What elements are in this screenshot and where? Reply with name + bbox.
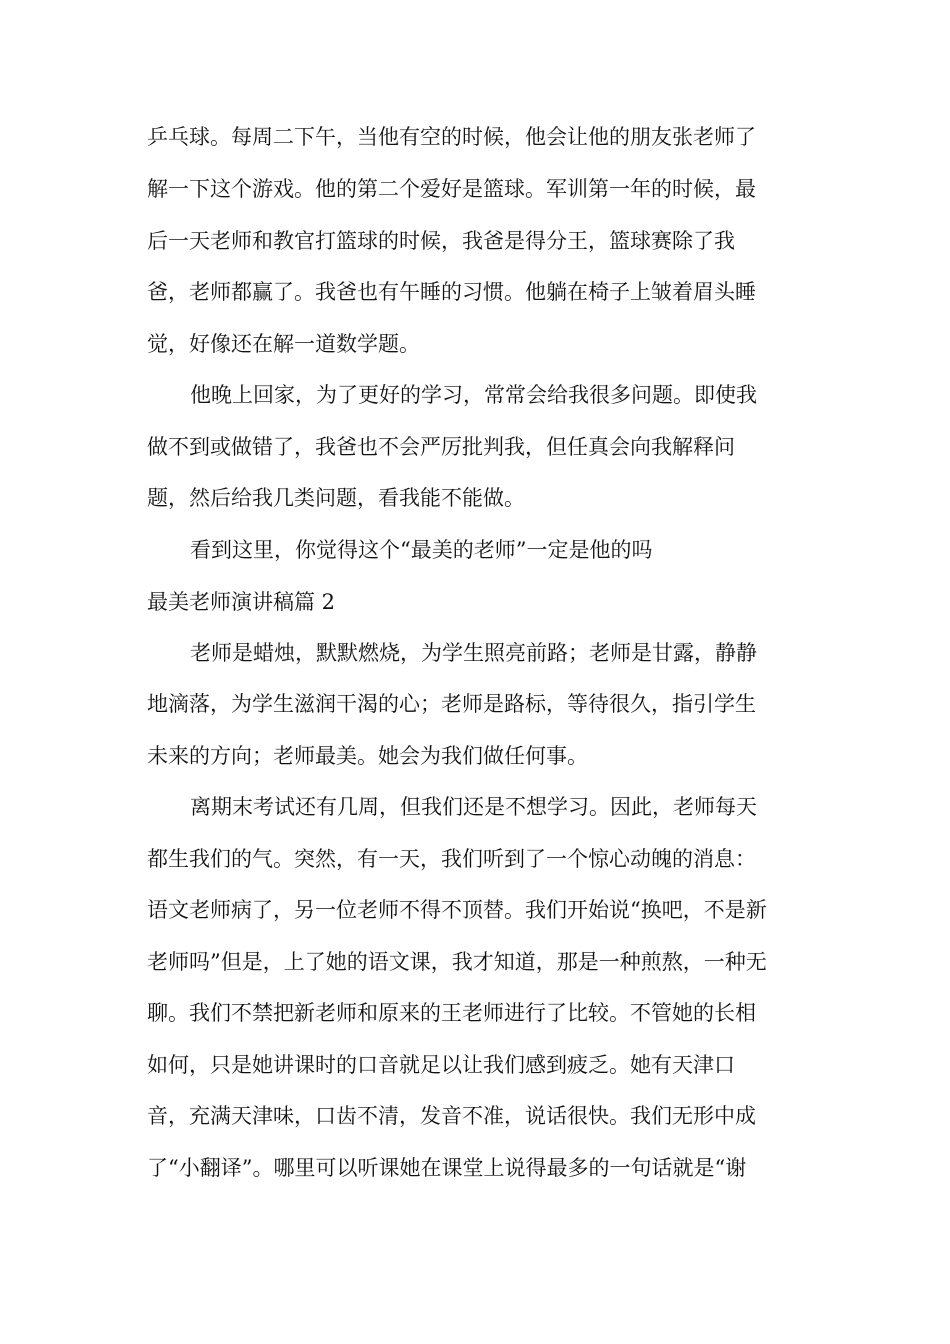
- text-line: 他晚上回家，为了更好的学习，常常会给我很多问题。即使我: [190, 383, 757, 407]
- text-line: 后一天老师和教官打篮球的时候，我爸是得分王，篮球赛除了我: [147, 229, 735, 253]
- section-heading: 最美老师演讲稿篇 2: [147, 590, 336, 614]
- text-line: 离期末考试还有几周，但我们还是不想学习。因此，老师每天: [190, 795, 757, 819]
- text-line: 做不到或做错了，我爸也不会严厉批判我，但任真会向我解释问: [147, 435, 735, 459]
- text-line: 都生我们的气。突然，有一天，我们听到了一个惊心动魄的消息：: [147, 847, 756, 871]
- text-line: 解一下这个游戏。他的第二个爱好是篮球。军训第一年的时候，最: [147, 177, 756, 201]
- text-line: 爸，老师都赢了。我爸也有午睡的习惯。他躺在椅子上皱着眉头睡: [147, 280, 756, 304]
- text-line: 聊。我们不禁把新老师和原来的王老师进行了比较。不管她的长相: [147, 1001, 756, 1025]
- text-line: 未来的方向；老师最美。她会为我们做任何事。: [147, 744, 588, 768]
- text-line: 题，然后给我几类问题，看我能不能做。: [147, 486, 525, 510]
- text-line: 乒乓球。每周二下午，当他有空的时候，他会让他的朋友张老师了: [147, 125, 756, 149]
- text-line: 看到这里，你觉得这个“最美的老师”一定是他的吗: [190, 538, 653, 562]
- text-line: 了“小翻译”。哪里可以听课她在课堂上说得最多的一句话就是“谢: [147, 1156, 747, 1180]
- text-line: 语文老师病了，另一位老师不得不顶替。我们开始说“换吧，不是新: [147, 898, 767, 922]
- text-line: 如何，只是她讲课时的口音就足以让我们感到疲乏。她有天津口: [147, 1053, 735, 1077]
- text-line: 老师是蜡烛，默默燃烧，为学生照亮前路；老师是甘露，静静: [190, 641, 757, 665]
- text-line: 觉，好像还在解一道数学题。: [147, 332, 420, 356]
- text-line: 地滴落，为学生滋润干渴的心；老师是路标，等待很久，指引学生: [147, 692, 756, 716]
- text-line: 音，充满天津味，口齿不清，发音不准，说话很快。我们无形中成: [147, 1104, 756, 1128]
- text-line: 老师吗”但是，上了她的语文课，我才知道，那是一种煎熬，一种无: [147, 950, 767, 974]
